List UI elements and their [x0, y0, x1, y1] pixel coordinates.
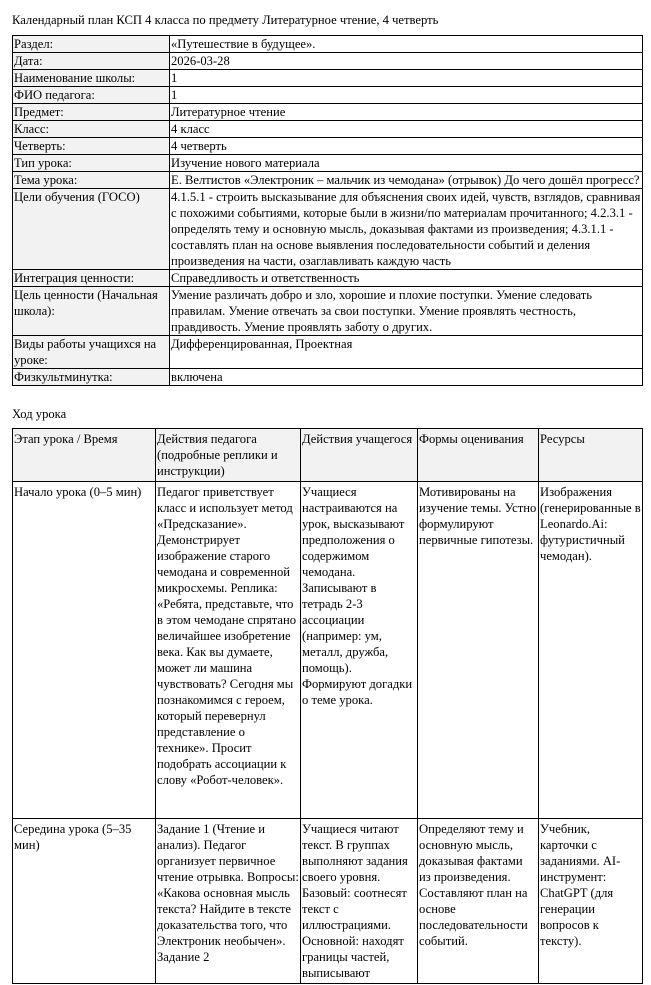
flow-cell: Учащиеся настраиваются на урок, высказывают предположения о содержимом чемодана. Записывают в тетрадь 2-3 ассоциации (например: ум, металл, дружба, помощь). Формируют догадки о теме урока.	[301, 482, 418, 819]
flow-cell: Определяют тему и основную мысль, доказывая фактами из произведения. Составляют план на основе последовательности событий.	[418, 819, 539, 984]
flow-cell: Задание 1 (Чтение и анализ). Педагог организует первичное чтение отрывка. Вопросы: «Какова основная мысль текста? Найдите в тексте доказательства того, что Электроник необычен». Задание 2	[156, 819, 301, 984]
info-value: Дифференцированная, Проектная	[170, 336, 643, 369]
info-key: Наименование школы:	[13, 70, 170, 87]
info-key: Четверть:	[13, 138, 170, 155]
info-value: 4.1.5.1 - строить высказывание для объяснения своих идей, чувств, взглядов, сравнивая с похожими событиями, которые были в жизни/по материалам прочитанного; 4.2.3.1 - определять тему и основную мысль, доказывая фактами из произведения; 4.3.1.1 - составлять план на основе выявления последовательности событий и деления произведения на части, озаглавливать каждую часть	[170, 189, 643, 270]
info-row	[13, 155, 643, 172]
page-title: Календарный план КСП 4 класса по предмету Литературное чтение, 4 четверть	[12, 13, 439, 27]
info-row	[13, 172, 643, 189]
info-value: включена	[170, 369, 643, 386]
info-row	[13, 70, 643, 87]
info-value: 4 класс	[170, 121, 643, 138]
flow-cell: Изображения (генерированные в Leonardo.Ai: футуристичный чемодан).	[539, 482, 643, 819]
flow-cell: Начало урока (0–5 мин)	[13, 482, 156, 819]
info-row	[13, 104, 643, 121]
info-key: Тип урока:	[13, 155, 170, 172]
info-value: 1	[170, 70, 643, 87]
info-value: Е. Велтистов «Электроник – мальчик из чемодана» (отрывок) До чего дошёл прогресс?	[170, 172, 643, 189]
info-value: Изучение нового материала	[170, 155, 643, 172]
flow-header-cell: Формы оценивания	[418, 429, 539, 482]
info-key: Класс:	[13, 121, 170, 138]
info-row	[13, 53, 643, 70]
info-key: Виды работы учащихся на уроке:	[13, 336, 170, 369]
info-key: Цель ценности (Начальная школа):	[13, 287, 170, 336]
info-key: Дата:	[13, 53, 170, 70]
info-row	[13, 270, 643, 287]
info-value: Литературное чтение	[170, 104, 643, 121]
flow-row	[13, 819, 643, 984]
info-row	[13, 369, 643, 386]
info-row	[13, 336, 643, 369]
info-row	[13, 287, 643, 336]
info-value: 2026-03-28	[170, 53, 643, 70]
flow-cell: Учащиеся читают текст. В группах выполняют задания своего уровня. Базовый: соотнесят текст с иллюстрациями. Основной: находят границы частей, выписывают	[301, 819, 418, 984]
flow-header-cell: Действия педагога (подробные реплики и инструкции)	[156, 429, 301, 482]
flow-header-cell: Действия учащегося	[301, 429, 418, 482]
lesson-info-table	[12, 35, 643, 386]
flow-row	[13, 482, 643, 819]
lesson-flow-table	[12, 428, 643, 984]
info-value: Справедливость и ответственность	[170, 270, 643, 287]
info-value: Умение различать добро и зло, хорошие и плохие поступки. Умение следовать правилам. Умение отвечать за свои поступки. Умение проявлять честность, правдивость. Умение проявлять заботу о других.	[170, 287, 643, 336]
info-value: 4 четверть	[170, 138, 643, 155]
flow-cell: Середина урока (5–35 мин)	[13, 819, 156, 984]
info-key: Цели обучения (ГОСО)	[13, 189, 170, 270]
info-key: Тема урока:	[13, 172, 170, 189]
info-key: ФИО педагога:	[13, 87, 170, 104]
flow-cell: Мотивированы на изучение темы. Устно формулируют первичные гипотезы.	[418, 482, 539, 819]
info-value: «Путешествие в будущее».	[170, 36, 643, 53]
info-key: Предмет:	[13, 104, 170, 121]
flow-header-cell: Ресурсы	[539, 429, 643, 482]
flow-header-cell: Этап урока / Время	[13, 429, 156, 482]
info-key: Раздел:	[13, 36, 170, 53]
info-row	[13, 189, 643, 270]
info-row	[13, 138, 643, 155]
flow-cell: Педагог приветствует класс и использует метод «Предсказание». Демонстрирует изображение старого чемодана и современной микросхемы. Реплика: «Ребята, представьте, что в этом чемодане спрятано величайшее изобретение века. Как вы думаете, может ли машина чувствовать? Сегодня мы познакомимся с героем, который перевернул представление о технике». Просит подобрать ассоциации к слову «Робот-человек».	[156, 482, 301, 819]
info-key: Физкультминутка:	[13, 369, 170, 386]
info-key: Интеграция ценности:	[13, 270, 170, 287]
flow-header-row	[13, 429, 643, 482]
lesson-flow-title: Ход урока	[12, 407, 67, 421]
info-row	[13, 87, 643, 104]
info-row	[13, 121, 643, 138]
info-value: 1	[170, 87, 643, 104]
info-row	[13, 36, 643, 53]
flow-cell: Учебник, карточки с заданиями. AI-инструмент: ChatGPT (для генерации вопросов к тексту).	[539, 819, 643, 984]
